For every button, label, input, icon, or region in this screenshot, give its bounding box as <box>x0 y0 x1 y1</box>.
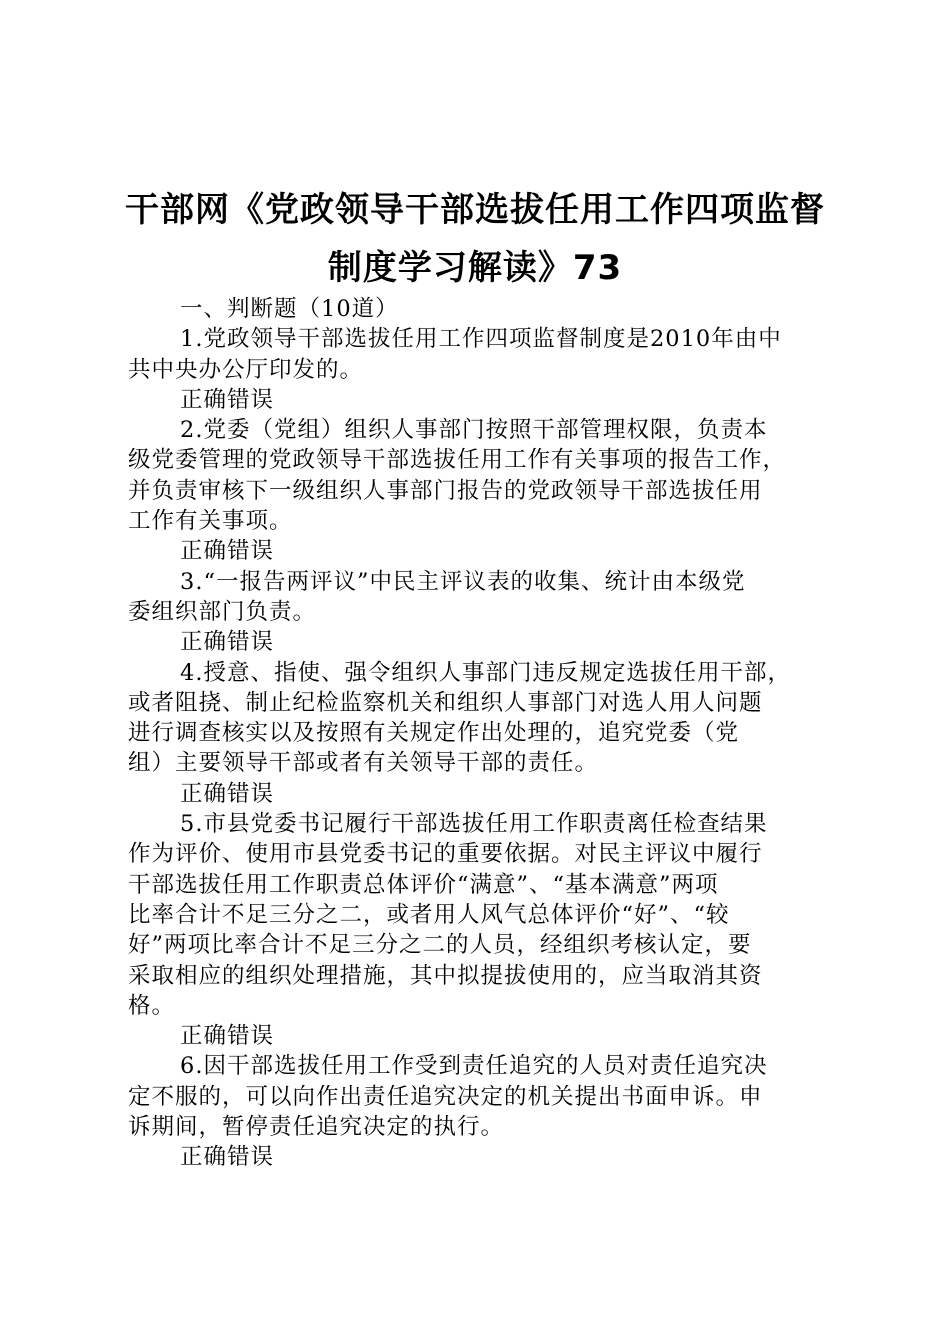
text-line: 好”两项比率合计不足三分之二的人员，经组织考核认定，要 <box>128 932 752 959</box>
text-line: 组）主要领导干部或者有关领导干部的责任。 <box>128 750 599 777</box>
text-line: 采取相应的组织处理措施，其中拟提拔使用的，应当取消其资 <box>128 962 763 989</box>
answer-options-line: 正确错误 <box>180 1023 275 1050</box>
text-line: 格。 <box>128 992 176 1019</box>
text-line: 比率合计不足三分之二，或者用人风气总体评价“好”、“较 <box>128 901 730 928</box>
document-title-line-1: 干部网《党政领导干部选拔任用工作四项监督 <box>125 190 825 230</box>
text-line: 级党委管理的党政领导干部选拔任用工作有关事项的报告工作， <box>128 447 787 474</box>
answer-options-line: 正确错误 <box>180 386 275 413</box>
text-line: 委组织部门负责。 <box>128 598 317 625</box>
answer-options-line: 正确错误 <box>180 780 275 807</box>
answer-options-line: 正确错误 <box>180 1144 275 1171</box>
answer-options-line: 正确错误 <box>180 538 275 565</box>
text-line: 2.党委（党组）组织人事部门按照干部管理权限，负责本 <box>180 417 768 444</box>
text-line: 1.党政领导干部选拔任用工作四项监督制度是2010年由中 <box>180 326 782 353</box>
text-line: 进行调查核实以及按照有关规定作出处理的，追究党委（党 <box>128 720 740 747</box>
text-line: 诉期间，暂停责任追究决定的执行。 <box>128 1114 505 1141</box>
document-title-line-2: 制度学习解读》73 <box>327 248 623 288</box>
text-line: 一、判断题（10道） <box>180 296 399 322</box>
text-line: 共中央办公厅印发的。 <box>128 356 364 383</box>
text-line: 工作有关事项。 <box>128 508 293 535</box>
answer-options-line: 正确错误 <box>180 629 275 656</box>
text-line: 5.市县党委书记履行干部选拔任用工作职责离任检查结果 <box>180 811 768 838</box>
text-line: 定不服的，可以向作出责任追究决定的机关提出书面申诉。申 <box>128 1083 763 1110</box>
text-line: 作为评价、使用市县党委书记的重要依据。对民主评议中履行 <box>128 841 763 868</box>
document-body <box>128 294 832 1173</box>
text-line: 并负责审核下一级组织人事部门报告的党政领导干部选拔任用 <box>128 477 763 504</box>
text-line: 6.因干部选拔任用工作受到责任追究的人员对责任追究决 <box>180 1053 768 1080</box>
text-line: 或者阻挠、制止纪检监察机关和组织人事部门对选人用人问题 <box>128 689 763 716</box>
text-line: 干部选拔任用工作职责总体评价“满意”、“基本满意”两项 <box>128 871 719 898</box>
text-line: 4.授意、指使、强令组织人事部门违反规定选拔任用干部， <box>180 659 791 686</box>
text-line: 3.“一报告两评议”中民主评议表的收集、统计由本级党 <box>180 568 746 595</box>
